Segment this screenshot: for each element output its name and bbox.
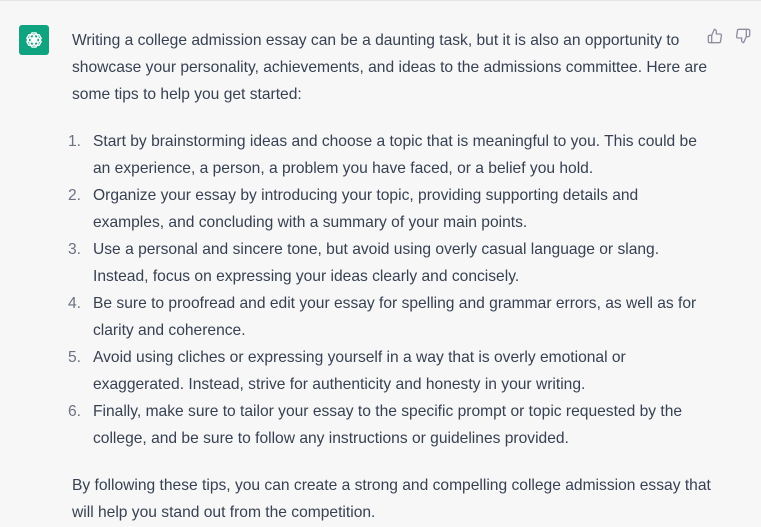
list-item-text: Start by brainstorming ideas and choose a topic that is meaningful to you. This could be an experience, a person, a problem you have faced, or a belief you hold. xyxy=(93,133,697,177)
list-item-text: Use a personal and sincere tone, but avoid using overly casual language or slang. Instead, focus on expressing your ideas clearly and concisely. xyxy=(93,241,660,285)
list-number: 2. xyxy=(68,187,82,204)
message-content xyxy=(68,27,712,526)
list-number: 5. xyxy=(68,349,82,366)
intro-paragraph: Writing a college admission essay can be a daunting task, but it is also an opportunity to showcase your personality, achievements, and ideas to the admissions committee. Here are some tips to help you get started: xyxy=(72,32,708,103)
list-number: 6. xyxy=(68,403,82,420)
list-number: 1. xyxy=(68,133,82,150)
list-item xyxy=(68,236,712,290)
assistant-avatar xyxy=(19,25,49,55)
conclusion-paragraph: By following these tips, you can create a strong and compelling college admission essay that will help you stand out from the competition. xyxy=(72,477,711,521)
list-item xyxy=(68,128,712,182)
thumbs-down-button[interactable] xyxy=(734,27,752,45)
list-number: 4. xyxy=(68,295,82,312)
list-item xyxy=(68,344,712,398)
feedback-buttons xyxy=(706,27,752,45)
list-number: 3. xyxy=(68,241,82,258)
list-item xyxy=(68,182,712,236)
list-item-text: Be sure to proofread and edit your essay for spelling and grammar errors, as well as for clarity and coherence. xyxy=(93,295,697,339)
list-item xyxy=(68,398,712,452)
list-item xyxy=(68,290,712,344)
list-item-text: Finally, make sure to tailor your essay to the specific prompt or topic requested by the college, and be sure to follow any instructions or guidelines provided. xyxy=(93,403,683,447)
tips-list xyxy=(68,128,712,452)
openai-logo-icon xyxy=(24,30,44,50)
list-item-text: Avoid using cliches or expressing yourself in a way that is overly emotional or exaggerated. Instead, strive for authenticity and honesty in your writing. xyxy=(93,349,626,393)
list-item-text: Organize your essay by introducing your topic, providing supporting details and examples, and concluding with a summary of your main points. xyxy=(93,187,639,231)
thumbs-down-icon xyxy=(735,28,751,44)
